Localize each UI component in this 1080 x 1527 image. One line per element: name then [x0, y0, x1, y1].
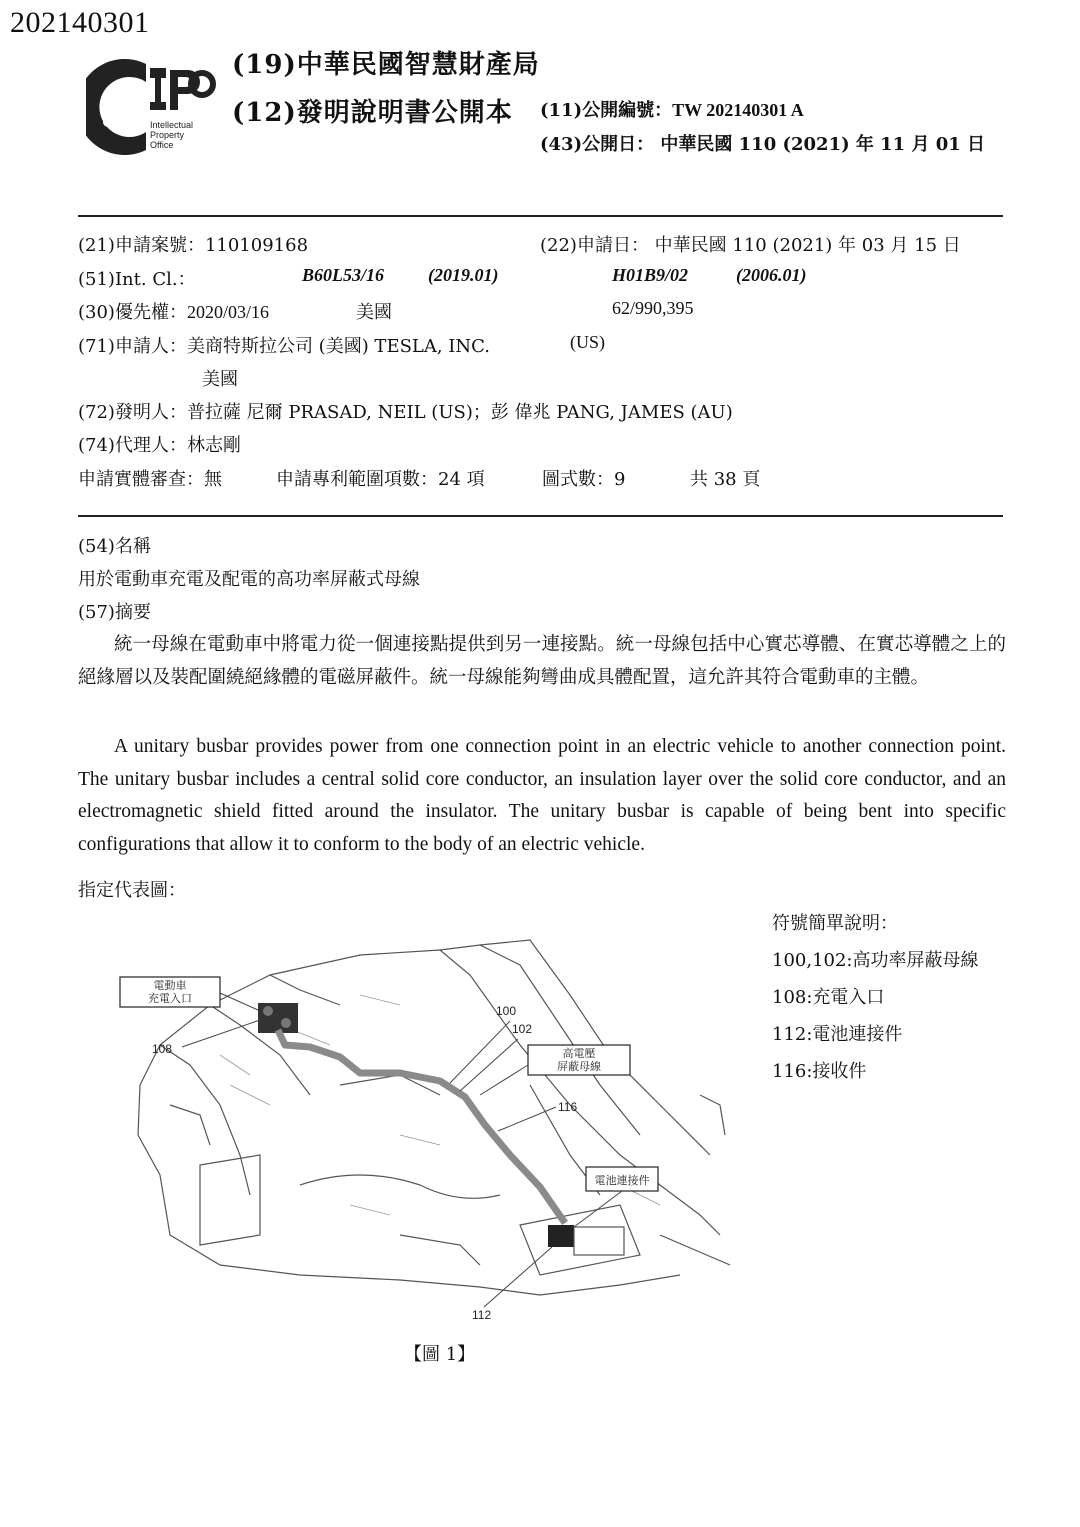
- ref-100: 100: [496, 1004, 517, 1018]
- publication-date-label: (43)公開日：: [540, 134, 655, 155]
- legend-item: 112:電池連接件: [772, 1024, 903, 1045]
- publication-number-value: TW 202140301 A: [672, 100, 804, 120]
- ipo-logo-icon: [86, 50, 216, 162]
- legend-item: 116:接收件: [772, 1061, 867, 1082]
- ipo-logo: [86, 50, 216, 162]
- vehicle-busbar-drawing: [100, 935, 740, 1335]
- label-busbar-1: 高電壓: [562, 1047, 596, 1060]
- publication-number: [540, 96, 804, 122]
- inventors: (72)發明人：普拉薩 尼爾 PRASAD, NEIL (US)；彭 偉兆 PANG, JAMES (AU): [78, 402, 733, 423]
- ref-108: 108: [152, 1042, 173, 1056]
- publication-date-value: 中華民國 110 (2021) 年 11 月 01 日: [660, 134, 986, 155]
- invention-title: 用於電動車充電及配電的高功率屏蔽式母線: [78, 569, 420, 590]
- abstract-english: A unitary busbar provides power from one connection point in an electric vehicle to another connection point. The unitary busbar includes a central solid core conductor, an insulation layer over the solid core conductor, and an electromagnetic shield fitted around the insulator. The unitary busbar is capable of being bent into specific configurations that allow it to conform to the body of an electric vehicle.: [78, 736, 1006, 855]
- publication-number-label: (11)公開編號：: [540, 100, 673, 121]
- symbol-legend: [772, 905, 992, 1090]
- applicant-country: 美國: [202, 369, 238, 390]
- priority-country: 美國: [356, 302, 392, 323]
- logo-text-1: Intellectual: [150, 120, 194, 130]
- priority-label: (30)優先權：: [78, 302, 187, 323]
- abstract-label: (57)摘要: [78, 602, 151, 623]
- label-inlet-2: 充電入口: [148, 992, 192, 1005]
- ref-116: 116: [558, 1100, 578, 1114]
- legend-item: 108:充電入口: [772, 987, 885, 1008]
- priority-date: 2020/03/16: [186, 302, 269, 322]
- int-cl-label: (51)Int. Cl.：: [78, 269, 196, 290]
- logo-text-2: Property: [150, 130, 185, 140]
- examination-request: 申請實體審查：無: [78, 469, 222, 490]
- ref-112: 112: [472, 1308, 492, 1322]
- representative-figure: [100, 935, 740, 1335]
- ipc-code-1: B60L53/16: [302, 265, 385, 285]
- figure-count: 圖式數：9: [542, 469, 626, 490]
- charge-inlet-icon: [258, 1003, 298, 1033]
- office-name: (19)中華民國智慧財產局: [232, 50, 540, 80]
- ipc-version-2: (2006.01): [736, 265, 807, 285]
- applicant: (71)申請人：美商特斯拉公司 (美國) TESLA, INC.: [78, 336, 491, 357]
- publication-date: [540, 130, 985, 156]
- claim-count: 申請專利範圍項數：24 項: [276, 469, 485, 490]
- label-connector: 電池連接件: [594, 1174, 650, 1187]
- busbar: [278, 1030, 565, 1223]
- battery-connector-icon: [548, 1225, 624, 1255]
- label-busbar-2: 屏蔽母線: [557, 1060, 601, 1073]
- title-label: (54)名稱: [78, 536, 151, 557]
- logo-text-3: Office: [150, 140, 174, 150]
- filing-date: (22)申請日： 中華民國 110 (2021) 年 03 月 15 日: [540, 235, 961, 256]
- representative-figure-label: 指定代表圖：: [78, 880, 186, 901]
- ipc-code-2: H01B9/02: [612, 265, 689, 285]
- document-type: (12)發明說明書公開本: [232, 98, 513, 128]
- application-number: (21)申請案號：110109168: [78, 235, 309, 256]
- priority-number: 62/990,395: [612, 298, 694, 318]
- ipc-version-1: (2019.01): [428, 265, 499, 285]
- divider-middle: [78, 515, 1003, 517]
- label-inlet-1: 電動車: [153, 979, 187, 992]
- ref-102: 102: [512, 1022, 533, 1036]
- publication-number-header: 202140301: [10, 6, 150, 39]
- page-count: 共 38 頁: [690, 469, 761, 490]
- figure-caption: 【圖 1】: [404, 1344, 476, 1365]
- abstract-chinese: 統一母線在電動車中將電力從一個連接點提供到另一連接點。統一母線包括中心實芯導體、在實芯導體之上的絕緣層以及裝配圍繞絕緣體的電磁屏蔽件。統一母線能夠彎曲成具體配置，這允許其符合電動車的主體。: [78, 634, 1006, 688]
- divider-top: [78, 215, 1003, 217]
- agent: (74)代理人：林志剛: [78, 435, 241, 456]
- applicant-country-code: (US): [570, 332, 605, 352]
- legend-item: 100,102:高功率屏蔽母線: [772, 950, 979, 971]
- priority: [78, 298, 269, 324]
- legend-title: 符號簡單說明：: [772, 913, 898, 934]
